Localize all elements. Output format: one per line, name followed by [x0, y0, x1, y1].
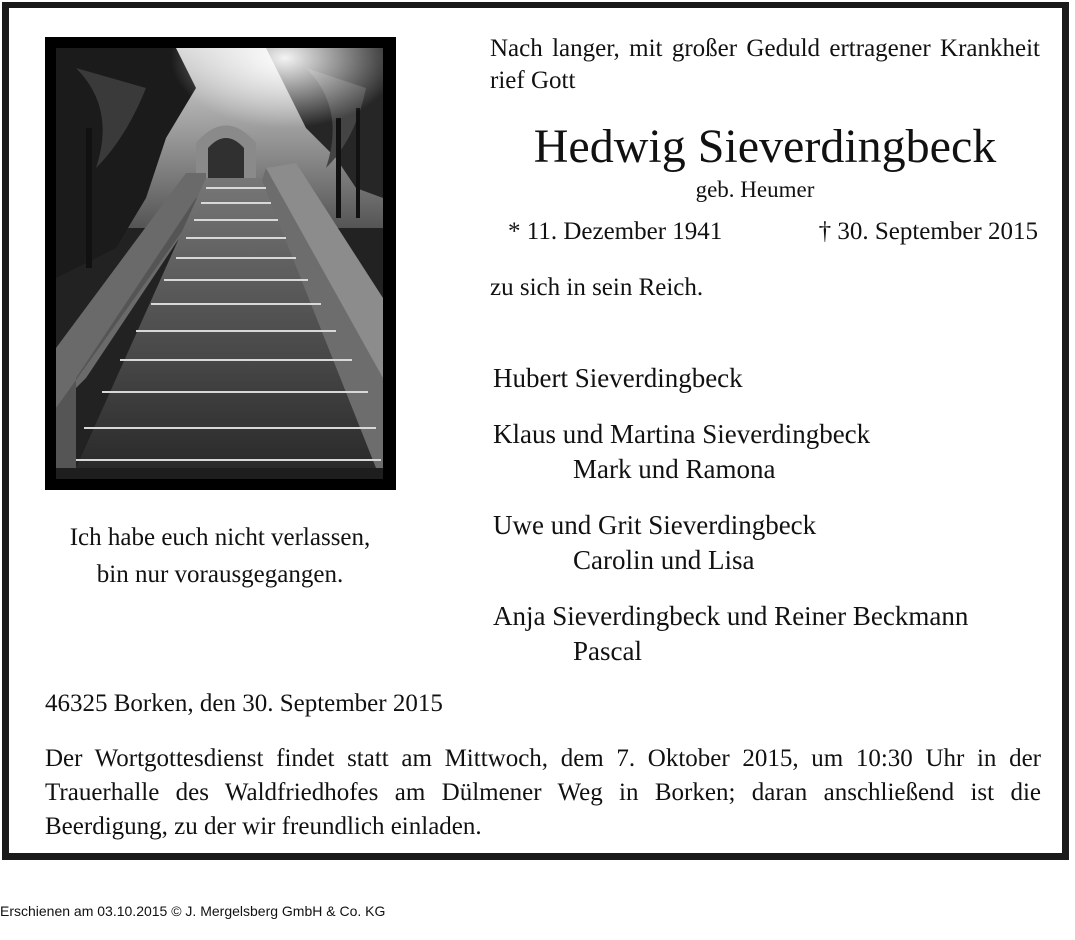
quote: [30, 519, 410, 593]
mourner-name: Hubert Sieverdingbeck: [493, 363, 743, 393]
mourner-name: Klaus und Martina Sieverdingbeck: [493, 419, 871, 449]
mourner-children: Pascal: [573, 636, 642, 666]
birth-date: * 11. Dezember 1941: [508, 218, 723, 245]
mourner-group: [493, 361, 1053, 396]
quote-line-2: bin nur vorausgegangen.: [96, 561, 344, 588]
place-date: 46325 Borken, den 30. September 2015: [45, 690, 443, 717]
service-info: Der Wortgottesdienst findet statt am Mittwoch, dem 7. Oktober 2015, um 10:30 Uhr in der Trauerhalle des Waldfriedhofes am Dülmener Weg in Borken; daran anschließend ist die Beerdigung, zu der wir freundlich einladen.: [45, 745, 1041, 840]
birth-name: geb. Heumer: [695, 177, 815, 202]
mourner-children: Carolin und Lisa: [573, 545, 755, 575]
mourner-group: [493, 599, 1053, 669]
mourner-name: Anja Sieverdingbeck und Reiner Beckmann: [493, 601, 969, 631]
mourner-children: Mark und Ramona: [573, 454, 776, 484]
life-dates: [508, 216, 1038, 248]
deceased-name: Hedwig Sieverdingbeck: [533, 120, 997, 173]
outro-text: zu sich in sein Reich.: [490, 274, 704, 301]
mourner-group: [493, 508, 1053, 578]
photo-frame: [45, 37, 396, 490]
mourners-list: [493, 361, 1053, 690]
death-date: † 30. September 2015: [818, 218, 1038, 245]
publication-footer: Erschienen am 03.10.2015 © J. Mergelsberg GmbH & Co. KG: [0, 903, 386, 919]
stone-staircase-photo: [56, 48, 383, 479]
quote-line-1: Ich habe euch nicht verlassen,: [69, 524, 371, 551]
intro-text: Nach langer, mit großer Geduld ertragener Krankheit rief Gott: [490, 35, 1040, 94]
mourner-group: [493, 417, 1053, 487]
mourner-name: Uwe und Grit Sieverdingbeck: [493, 510, 817, 540]
